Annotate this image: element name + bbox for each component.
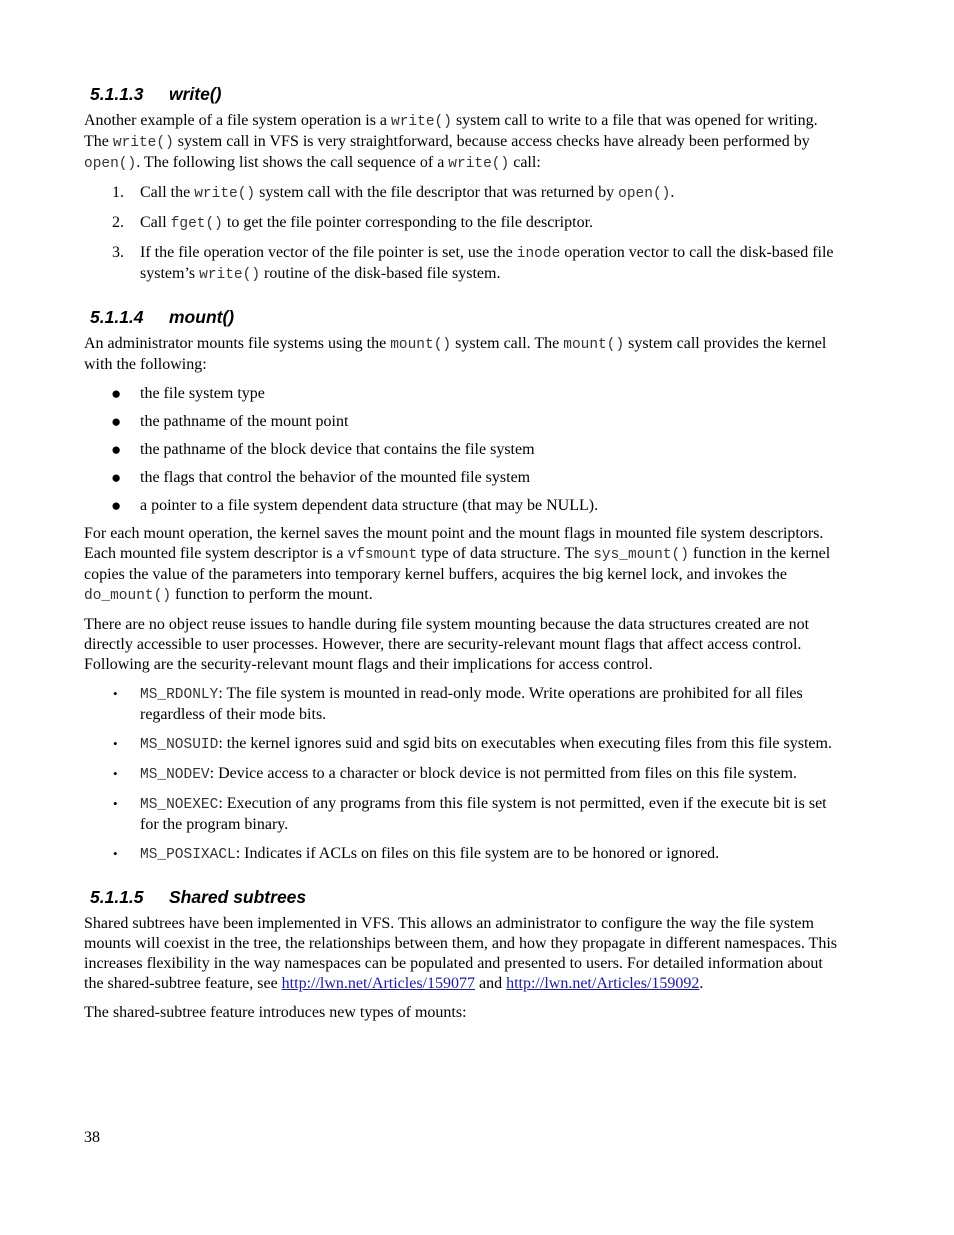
document-page	[84, 84, 840, 1032]
section-title: write()	[169, 84, 222, 104]
lwn-article-link-159077[interactable]: http://lwn.net/Articles/159077	[281, 975, 475, 992]
flag-description: : Device access to a character or block device is not permitted from files on this file system.	[209, 765, 797, 782]
code-identifier: vfsmount	[347, 547, 418, 563]
list-item-text: the pathname of the mount point	[140, 413, 349, 430]
code-identifier: mount()	[390, 337, 452, 353]
list-item	[84, 684, 840, 725]
code-identifier: open()	[84, 156, 137, 172]
shared-subtrees-intro-paragraph: The shared-subtree feature introduces new types of mounts:	[84, 1004, 467, 1021]
bullet-icon: ●	[111, 468, 122, 487]
list-item	[84, 213, 840, 234]
list-item-text: the pathname of the block device that contains the file system	[140, 441, 535, 458]
section-number: 5.1.1.4	[90, 307, 144, 327]
heading-write	[90, 84, 840, 104]
code-identifier: write()	[199, 267, 261, 283]
list-item-text: the file system type	[140, 385, 265, 402]
page-number: 38	[84, 1129, 100, 1146]
flag-name: MS_NODEV	[140, 767, 210, 783]
bullet-icon: ●	[111, 384, 122, 403]
code-identifier: write()	[448, 156, 510, 172]
flag-description: : the kernel ignores suid and sgid bits on executables when executing files from this file system.	[218, 735, 832, 752]
flag-description: : Execution of any programs from this file system is not permitted, even if the execute bit is set for the program binary.	[140, 795, 827, 833]
list-item-text: Call fget() to get the file pointer corresponding to the file descriptor.	[140, 214, 594, 232]
list-number: 1.	[112, 184, 124, 201]
code-identifier: sys_mount()	[593, 547, 689, 563]
mount-parameters-list	[84, 384, 840, 516]
list-item-text: a pointer to a file system dependent data structure (that may be NULL).	[140, 497, 599, 514]
mount-descriptor-paragraph: For each mount operation, the kernel saves the mount point and the mount flags in mounted file system descriptors. Each mounted file system descriptor is a vfsmount type of data structure. The sys_mount() function in the kernel copies the value of the parameters into temporary kernel buffers, acquires the big kernel lock, and invokes the do_mount() function to perform the mount.	[84, 525, 831, 604]
bullet-icon: •	[113, 766, 118, 781]
list-item	[84, 243, 840, 285]
flag-description: : The file system is mounted in read-only mode. Write operations are prohibited for all files regardless of their mode bits.	[140, 685, 803, 723]
list-item-text: Call the write() system call with the file descriptor that was returned by open().	[140, 184, 675, 202]
list-item	[84, 496, 840, 516]
mount-security-paragraph: There are no object reuse issues to handle during file system mounting because the data structures created are not directly accessible to user processes. However, there are security-relevant mount flags that affect access control. Following are the security-relevant mount flags and their implications for access control.	[84, 616, 810, 673]
mount-flags-list	[84, 684, 840, 865]
list-item	[84, 440, 840, 460]
code-identifier: do_mount()	[84, 588, 172, 604]
list-item	[84, 794, 840, 835]
code-identifier: mount()	[563, 337, 625, 353]
list-number: 2.	[112, 214, 124, 231]
code-identifier: write()	[391, 114, 452, 130]
flag-name: MS_NOSUID	[140, 737, 219, 753]
flag-name: MS_RDONLY	[140, 687, 219, 703]
write-intro-paragraph: Another example of a file system operation is a write() system call to write to a file that was opened for writing. The write() system call in VFS is very straightforward, because access checks have already been performed by open(). The following list shows the call sequence of a write() call:	[84, 112, 818, 172]
list-item-text: If the file operation vector of the file pointer is set, use the inode operation vector to call the disk-based file system’s write() routine of the disk-based file system.	[140, 244, 834, 283]
bullet-icon: •	[113, 736, 118, 751]
code-identifier: write()	[194, 186, 256, 202]
heading-mount	[90, 307, 840, 327]
mount-intro-paragraph: An administrator mounts file systems using the mount() system call. The mount() system call provides the kernel with the following:	[84, 335, 827, 373]
bullet-icon: •	[113, 846, 118, 861]
list-item	[84, 734, 840, 755]
paragraph-text: .	[699, 975, 704, 992]
write-call-sequence-list	[84, 183, 840, 285]
list-item	[84, 384, 840, 404]
bullet-icon: ●	[111, 440, 122, 459]
paragraph-text: and	[474, 975, 507, 992]
bullet-icon: •	[113, 686, 118, 701]
bullet-icon: ●	[111, 412, 122, 431]
code-identifier: inode	[516, 246, 561, 262]
list-item	[84, 412, 840, 432]
section-title: mount()	[169, 307, 235, 327]
code-identifier: fget()	[170, 216, 223, 232]
section-number: 5.1.1.3	[90, 84, 144, 104]
shared-subtrees-paragraph	[84, 914, 840, 994]
code-identifier: write()	[112, 135, 174, 151]
bullet-icon: ●	[111, 496, 122, 515]
lwn-article-link-159092[interactable]: http://lwn.net/Articles/159092	[506, 975, 700, 992]
flag-name: MS_POSIXACL	[140, 847, 236, 863]
code-identifier: open()	[618, 186, 671, 202]
flag-name: MS_NOEXEC	[140, 797, 219, 813]
section-number: 5.1.1.5	[90, 887, 144, 907]
list-item	[84, 468, 840, 488]
section-title: Shared subtrees	[169, 887, 307, 907]
heading-shared-subtrees	[90, 887, 840, 907]
list-item-text: the flags that control the behavior of the mounted file system	[140, 469, 531, 486]
flag-description: : Indicates if ACLs on files on this file system are to be honored or ignored.	[235, 845, 720, 862]
list-number: 3.	[112, 244, 124, 261]
bullet-icon: •	[113, 796, 118, 811]
list-item	[84, 183, 840, 204]
paragraph-text: Shared subtrees have been implemented in VFS. This allows an administrator to configure the way the file system mounts will coexist in the tree, the relationships between them, and how they propagate in different namespaces. This increases flexibility in the way namespaces can be populated and presented to users. For detailed information about the shared-subtree feature, see	[84, 915, 837, 992]
list-item	[84, 764, 840, 785]
list-item	[84, 844, 840, 865]
